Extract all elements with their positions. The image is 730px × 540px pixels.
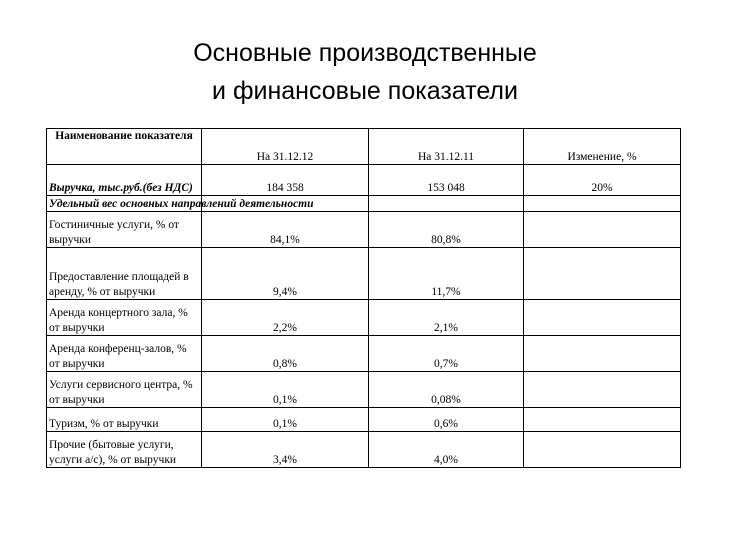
row-value-2011: 80,8% [369, 212, 524, 248]
row-value-2011: 2,1% [369, 300, 524, 336]
row-label: Гостиничные услуги, % от выручки [47, 212, 202, 248]
table-row [47, 300, 681, 336]
row-value-2012: 0,1% [202, 408, 369, 432]
row-value-2012: 9,4% [202, 248, 369, 300]
table-row [47, 336, 681, 372]
row-change [524, 336, 681, 372]
row-label: Аренда конференц-залов, % от выручки [47, 336, 202, 372]
section-label: Удельный вес основных направлений деятельности [47, 196, 202, 212]
row-label: Услуги сервисного центра, % от выручки [47, 372, 202, 408]
row-change [524, 408, 681, 432]
row-value-2011: 4,0% [369, 432, 524, 468]
revenue-2012: 184 358 [202, 165, 369, 196]
header-change: Изменение, % [524, 129, 681, 165]
row-change [524, 372, 681, 408]
row-value-2012: 0,8% [202, 336, 369, 372]
table-row [47, 408, 681, 432]
header-2011: На 31.12.11 [369, 129, 524, 165]
row-label: Предоставление площадей в аренду, % от выручки [47, 248, 202, 300]
row-change [524, 212, 681, 248]
revenue-change: 20% [524, 165, 681, 196]
header-indicator-name: Наименование показателя [47, 129, 202, 165]
row-value-2012: 84,1% [202, 212, 369, 248]
row-label: Туризм, % от выручки [47, 408, 202, 432]
header-2012: На 31.12.12 [202, 129, 369, 165]
section-row [47, 196, 681, 212]
table-header-row [47, 129, 681, 165]
revenue-label: Выручка, тыс.руб.(без НДС) [47, 165, 202, 196]
indicators-table [46, 128, 681, 468]
row-change [524, 300, 681, 336]
row-value-2011: 0,6% [369, 408, 524, 432]
revenue-row [47, 165, 681, 196]
title-line-1: Основные производственные [193, 39, 537, 67]
table-row [47, 372, 681, 408]
section-empty-change [524, 196, 681, 212]
row-value-2011: 0,7% [369, 336, 524, 372]
row-value-2012: 3,4% [202, 432, 369, 468]
row-change [524, 248, 681, 300]
row-value-2012: 0,1% [202, 372, 369, 408]
row-value-2011: 11,7% [369, 248, 524, 300]
row-change [524, 432, 681, 468]
row-label: Прочие (бытовые услуги, услуги а/с), % от выручки [47, 432, 202, 468]
table-row [47, 432, 681, 468]
row-value-2011: 0,08% [369, 372, 524, 408]
table-row [47, 212, 681, 248]
revenue-2011: 153 048 [369, 165, 524, 196]
section-empty-2011 [369, 196, 524, 212]
title-line-2: и финансовые показатели [212, 77, 518, 105]
row-label: Аренда концертного зала, % от выручки [47, 300, 202, 336]
row-value-2012: 2,2% [202, 300, 369, 336]
slide-title [0, 34, 730, 110]
table-row [47, 248, 681, 300]
